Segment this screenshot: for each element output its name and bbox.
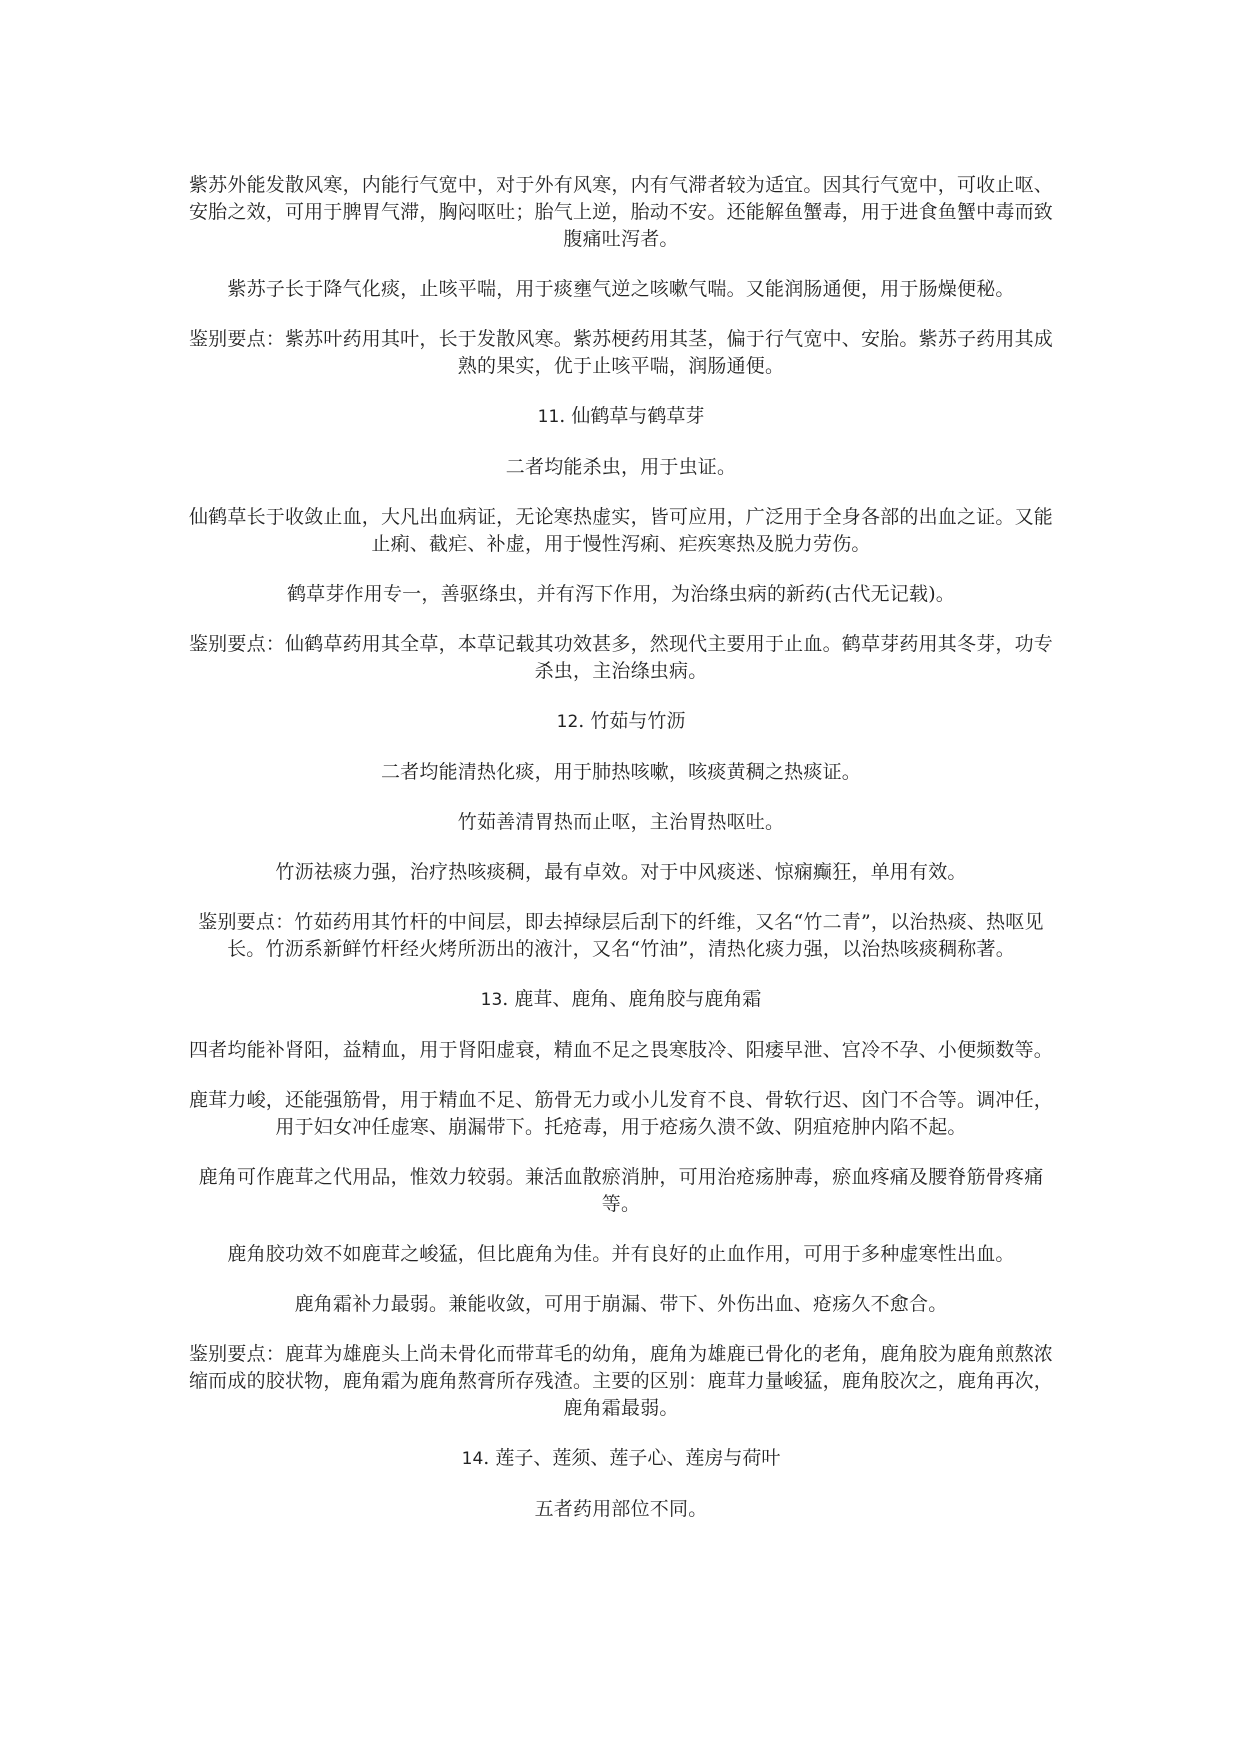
document-body xyxy=(188,172,1054,1546)
paragraph-xianhecao: 仙鹤草长于收敛止血，大凡出血病证，无论寒热虚实，皆可应用，广泛用于全身各部的出血之证。又能止痢、截疟、补虚，用于慢性泻痢、疟疾寒热及脱力劳伤。 xyxy=(188,506,1053,555)
section-heading-13 xyxy=(188,986,1054,1014)
paragraph-lujiaoshuang: 鹿角霜补力最弱。兼能收敛，可用于崩漏、带下、外伤出血、疮疡久不愈合。 xyxy=(294,1293,948,1315)
paragraph-common-effect: 二者均能清热化痰，用于肺热咳嗽，咳痰黄稠之热痰证。 xyxy=(380,761,861,783)
paragraph-lurong: 鹿茸力峻，还能强筋骨，用于精血不足、筋骨无力或小儿发育不良、骨软行迟、囟门不合等。调冲任，用于妇女冲任虚寒、崩漏带下。托疮毒，用于疮疡久溃不敛、阴疽疮肿内陷不起。 xyxy=(188,1089,1053,1138)
section-title: . 莲子、莲须、莲子心、莲房与荷叶 xyxy=(483,1447,781,1469)
paragraph-zhuru: 竹茹善清胃热而止呕，主治胃热呕吐。 xyxy=(457,811,785,833)
paragraph-hecaoya: 鹤草芽作用专一，善驱绦虫，并有泻下作用，为治绦虫病的新药(古代无记载)。 xyxy=(286,583,956,605)
section-number: 11 xyxy=(537,407,560,427)
paragraph-zisu-key-points: 鉴别要点：紫苏叶药用其叶，长于发散风寒。紫苏梗药用其茎，偏于行气宽中、安胎。紫苏子药用其成熟的果实，优于止咳平喘，润肠通便。 xyxy=(188,328,1053,377)
section-number: 12 xyxy=(556,712,579,732)
paragraph-key-points: 鉴别要点：鹿茸为雄鹿头上尚未骨化而带茸毛的幼角，鹿角为雄鹿已骨化的老角，鹿角胶为鹿角煎熬浓缩而成的胶状物，鹿角霜为鹿角熬膏所存残渣。主要的区别：鹿茸力量峻猛，鹿角胶次之，鹿角再次，鹿角霜最弱。 xyxy=(188,1343,1053,1419)
paragraph-zisuzi-effects: 紫苏子长于降气化痰，止咳平喘，用于痰壅气逆之咳嗽气喘。又能润肠通便，用于肠燥便秘。 xyxy=(227,278,1015,300)
paragraph-lujiaojiao: 鹿角胶功效不如鹿茸之峻猛，但比鹿角为佳。并有良好的止血作用，可用于多种虚寒性出血。 xyxy=(227,1243,1015,1265)
section-heading-12 xyxy=(188,708,1054,736)
section-title: . 仙鹤草与鹤草芽 xyxy=(559,405,705,427)
section-number: 13 xyxy=(480,990,503,1010)
paragraph-lujiao: 鹿角可作鹿茸之代用品，惟效力较弱。兼活血散瘀消肿，可用治疮疡肿毒，瘀血疼痛及腰脊筋骨疼痛等。 xyxy=(198,1166,1044,1215)
section-title: . 鹿茸、鹿角、鹿角胶与鹿角霜 xyxy=(502,988,762,1010)
section-title: . 竹茹与竹沥 xyxy=(578,710,686,732)
paragraph-key-points: 鉴别要点：仙鹤草药用其全草，本草记载其功效甚多，然现代主要用于止血。鹤草芽药用其冬芽，功专杀虫，主治绦虫病。 xyxy=(188,633,1053,682)
section-heading-11 xyxy=(188,403,1054,431)
paragraph-common-effect: 二者均能杀虫，用于虫证。 xyxy=(505,456,737,478)
paragraph-common-effect: 四者均能补肾阳，益精血，用于肾阳虚衰，精血不足之畏寒肢冷、阳痿早泄、宫冷不孕、小便频数等。 xyxy=(188,1039,1053,1061)
section-number: 14 xyxy=(461,1449,484,1469)
section-heading-14 xyxy=(188,1445,1054,1473)
paragraph-key-points: 鉴别要点：竹茹药用其竹杆的中间层，即去掉绿层后刮下的纤维，又名“竹二青”，以治热痰、热呕见长。竹沥系新鲜竹杆经火烤所沥出的液汁，又名“竹油”，清热化痰力强，以治热咳痰稠称著。 xyxy=(198,911,1044,960)
paragraph-common-effect: 五者药用部位不同。 xyxy=(534,1498,708,1520)
paragraph-zisu-effects: 紫苏外能发散风寒，内能行气宽中，对于外有风寒，内有气滞者较为适宜。因其行气宽中，可收止呕、安胎之效，可用于脾胃气滞，胸闷呕吐；胎气上逆，胎动不安。还能解鱼蟹毒，用于进食鱼蟹中毒而致腹痛吐泻者。 xyxy=(188,174,1053,250)
paragraph-zhuli: 竹沥祛痰力强，治疗热咳痰稠，最有卓效。对于中风痰迷、惊痫癫狂，单用有效。 xyxy=(275,861,967,883)
